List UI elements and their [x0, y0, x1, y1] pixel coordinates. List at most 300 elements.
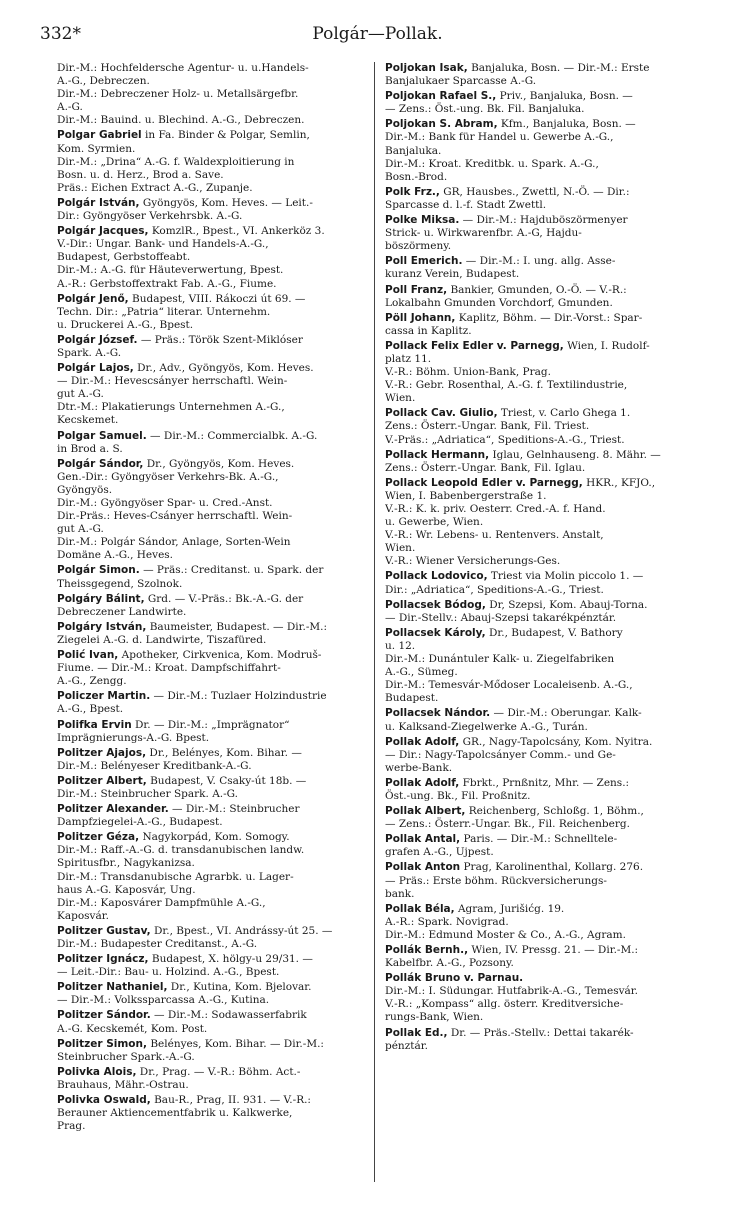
directory-entry: [385, 62, 705, 88]
entry-name: Polgáry Bálint,: [57, 592, 145, 605]
entry-name: Polgáry István,: [57, 620, 147, 633]
entry-line: [385, 339, 705, 353]
entry-line: Dir.-M.: Kroat. Kreditbk. u. Spark. A.-G.,: [385, 157, 599, 170]
entry-line: [57, 620, 377, 634]
entry-line: Öst.-ung. Bk., Fil. Proßnitz.: [385, 789, 531, 802]
entry-text: Bau-R., Prag, II. 931. — V.-R.:: [150, 1094, 311, 1107]
entry-text: Wien, I. Rudolf-: [563, 339, 650, 352]
entry-name: Pollak Albert,: [385, 805, 466, 818]
entry-line: Dir.-M.: Kaposvárer Dampfmühle A.-G.,: [57, 896, 266, 909]
entry-text: Dr., Prag. — V.-R.: Böhm. Act.-: [136, 1065, 301, 1078]
entry-line: [57, 690, 377, 703]
entry-line: — Dir.: Nagy-Tapolcsányer Comm.- und Ge-: [385, 748, 616, 761]
entry-name: Pollák Bruno v. Parnau.: [385, 972, 524, 985]
entry-line: — Dir.-M.: Volkssparcassa A.-G., Kutina.: [57, 994, 270, 1007]
entry-line: [57, 803, 377, 816]
entry-line: werbe-Bank.: [385, 761, 453, 774]
entry-line: Fiume. — Dir.-M.: Kroat. Dampfschiffahrt-: [57, 662, 281, 675]
entry-text: — Präs.: Creditanst. u. Spark. der: [139, 564, 324, 577]
column-divider: [374, 62, 375, 1182]
directory-entry: [57, 334, 377, 360]
entry-line: [385, 407, 705, 420]
entry-line: [385, 861, 705, 874]
entry-line: [57, 981, 377, 994]
directory-entry: [385, 903, 705, 942]
entry-text: Dr., Adv., Gyöngyös, Kom. Heves.: [133, 362, 314, 375]
entry-name: Pollack Lodovico,: [385, 570, 488, 583]
entry-name: Politzer Alexander.: [57, 803, 169, 816]
entry-line: Prag.: [57, 1120, 86, 1133]
entry-line: Dir.-M.: Belényeser Kreditbank-A.-G.: [57, 759, 252, 772]
entry-line: [385, 626, 705, 640]
directory-entry: [57, 1066, 377, 1092]
entry-name: Polgár Jacques,: [57, 225, 149, 238]
entry-line: Debreczener Landwirte.: [57, 605, 187, 618]
entry-line: A.-G., Debreczen.: [57, 75, 150, 88]
directory-entry: [57, 649, 377, 688]
entry-name: Pollacsek Károly,: [385, 626, 486, 639]
entry-name: Polgar Gabriel: [57, 129, 142, 142]
entry-line: Kabelfbr. A.-G., Pozsony.: [385, 957, 514, 970]
entry-line: [385, 476, 705, 490]
entry-line: [57, 1009, 377, 1022]
entry-line: u. Gewerbe, Wien.: [385, 516, 484, 529]
entry-line: — Präs.: Erste böhm. Rückversicherungs-: [385, 874, 607, 887]
entry-text: — Dir.-M.: Tuzlaer Holzindustrie: [150, 690, 327, 703]
directory-entry: [385, 805, 705, 831]
entry-line: Dir.-M.: Steinbrucher Spark. A.-G.: [57, 787, 239, 800]
entry-line: Dir.-M.: Bauind. u. Blechind. A.-G., Debreczen.: [57, 114, 305, 127]
entry-text: — Dir.-M.: Steinbrucher: [168, 803, 300, 816]
directory-entry: [57, 129, 377, 194]
entry-line: u. Kalksand-Ziegelwerke A.-G., Turán.: [385, 720, 588, 733]
entry-line: A.-G. Kecskemét, Kom. Post.: [57, 1022, 208, 1035]
entry-line: [385, 62, 705, 75]
entry-line: [57, 129, 377, 142]
entry-text: Kaplitz, Böhm. — Dir.-Vorst.: Spar-: [455, 311, 643, 324]
directory-entry: [385, 944, 705, 970]
entry-line: Wien.: [385, 392, 416, 405]
entry-name: Politzer Nathaniel,: [57, 981, 168, 994]
directory-entry: [57, 62, 377, 127]
entry-text: Bankier, Gmunden, O.-Ö. — V.-R.:: [447, 283, 627, 296]
directory-entry: [57, 362, 377, 427]
entry-line: Sparcasse d. l.-f. Stadt Zwettl.: [385, 198, 547, 211]
entry-line: Gyöngyös.: [57, 483, 113, 496]
directory-entry: [57, 593, 377, 619]
directory-entry: [385, 449, 705, 475]
entry-name: Polgár Simon.: [57, 564, 140, 577]
directory-entry: [57, 1009, 377, 1035]
entry-text: Grd. — V.-Präs.: Bk.-A.-G. der: [144, 592, 304, 605]
directory-entry: [57, 293, 377, 332]
entry-line: Techn. Dir.: „Patria“ literar. Unternehm.: [57, 305, 271, 318]
entry-line: Gen.-Dir.: Gyöngyöser Verkehrs-Bk. A.-G.,: [57, 470, 279, 483]
entry-name: Pollack Hermann,: [385, 448, 490, 461]
entry-line: Brauhaus, Mähr.-Ostrau.: [57, 1078, 189, 1091]
running-head: Polgár—Pollak.: [312, 24, 443, 44]
entry-line: [385, 214, 705, 227]
directory-entry: [57, 775, 377, 801]
entry-line: [385, 833, 705, 846]
entry-line: A.-G.: [57, 101, 83, 114]
entry-name: Polivka Oswald,: [57, 1094, 151, 1107]
directory-entry: [385, 736, 705, 775]
entry-line: Lokalbahn Gmunden Vorchdorf, Gmunden.: [385, 296, 613, 309]
entry-line: — Zens.: Öst.-ung. Bk. Fil. Banjaluka.: [385, 103, 585, 116]
entry-line: Dir.-M.: Bank für Handel u. Gewerbe A.-G.,: [385, 131, 614, 144]
directory-entry: [385, 972, 705, 1024]
entry-line: bank.: [385, 887, 415, 900]
entry-line: pénztár.: [385, 1039, 428, 1052]
entry-name: Pollak Adolf,: [385, 735, 460, 748]
entry-line: [57, 1065, 377, 1079]
entry-line: gut A.-G.: [57, 388, 104, 401]
entry-text: Dr. — Präs.-Stellv.: Dettai takarék-: [447, 1026, 634, 1039]
entry-text: Prag, Karolinenthal, Kollarg. 276.: [460, 861, 644, 874]
entry-text: Agram, Jurišićg. 19.: [454, 902, 565, 915]
entry-line: Budapest, Gerbstoffeabt.: [57, 251, 191, 264]
entry-line: A.-R.: Gerbstoffextrakt Fab. A.-G., Fiume.: [57, 277, 277, 290]
entry-line: Spiritusfbr., Nagykanizsa.: [57, 857, 195, 870]
entry-name: Polgár Jenő,: [57, 292, 129, 305]
entry-line: Dir.-M.: Debreczener Holz- u. Metallsärgefbr.: [57, 88, 299, 101]
directory-entry: [57, 953, 377, 979]
entry-line: [57, 924, 377, 938]
entry-line: [385, 570, 705, 583]
entry-text: Baumeister, Budapest. — Dir.-M.:: [146, 620, 327, 633]
entry-line: [385, 255, 705, 268]
entry-line: [385, 944, 705, 957]
entry-line: Kecskemet.: [57, 414, 119, 427]
directory-entry: [57, 831, 377, 923]
entry-line: cassa in Kaplitz.: [385, 324, 472, 337]
entry-name: Poljokan Isak,: [385, 62, 468, 74]
entry-text: Dr., Kutina, Kom. Bjelovar.: [167, 981, 312, 994]
entry-name: Pollak Adolf,: [385, 776, 460, 789]
entry-line: [385, 118, 705, 131]
entry-text: Banjaluka, Bosn. — Dir.-M.: Erste: [467, 62, 650, 74]
entry-name: Poll Franz,: [385, 283, 448, 296]
entry-line: Budapest.: [385, 692, 439, 705]
directory-entry: [385, 186, 705, 212]
entry-name: Polgár István,: [57, 196, 140, 209]
directory-entry: [385, 312, 705, 338]
entry-line: Steinbrucher Spark.-A.-G.: [57, 1050, 195, 1063]
entry-name: Polgár Lajos,: [57, 362, 134, 375]
entry-text: Dr., Bpest., VI. Andrássy-út 25. —: [150, 924, 333, 937]
entry-line: V.-Dir.: Ungar. Bank- und Handels-A.-G.,: [57, 238, 269, 251]
entry-name: Poll Emerich.: [385, 255, 463, 268]
entry-line: V.-R.: K. k. priv. Oesterr. Cred.-A. f. Hand.: [385, 503, 606, 515]
page-number: 332*: [40, 24, 81, 44]
entry-line: [385, 972, 705, 985]
entry-text: Apotheker, Cirkvenica, Kom. Modruš-: [118, 649, 322, 662]
entry-line: [57, 362, 377, 375]
entry-line: A.-G., Zengg.: [57, 675, 127, 688]
entry-line: Banjaluka.: [385, 144, 442, 157]
directory-entry: [385, 214, 705, 253]
entry-name: Politzer Sándor.: [57, 1009, 151, 1022]
entry-line: — Dir.-Stellv.: Abauj-Szepsi takarékpénztár.: [385, 611, 617, 624]
directory-entry: [385, 627, 705, 706]
entry-line: V.-Präs.: „Adriatica“, Speditions-A.-G., Triest.: [385, 433, 625, 446]
entry-text: Reichenberg, Schloßg. 1, Böhm.,: [465, 805, 644, 818]
entry-line: [57, 831, 377, 844]
entry-line: [57, 746, 377, 760]
entry-name: Pollák Bernh.,: [385, 944, 469, 956]
entry-text: Fbrkt., Prnßnitz, Mhr. — Zens.:: [459, 776, 630, 789]
entry-line: [385, 283, 705, 297]
page-header: [40, 24, 715, 52]
entry-line: [385, 448, 705, 462]
entry-line: Dir.-M.: Temesvár-Mődoser Localeisenb. A.-G.,: [385, 679, 633, 692]
entry-name: Pollacsek Bódog,: [385, 598, 486, 611]
entry-line: haus A.-G. Kaposvár, Ung.: [57, 883, 196, 896]
entry-name: Poljokan S. Abram,: [385, 118, 498, 131]
entry-line: u. Druckerei A.-G., Bpest.: [57, 318, 194, 331]
entry-text: Budapest, VIII. Rákoczi út 69. —: [128, 292, 306, 305]
entry-line: Banjalukaer Sparcasse A.-G.: [385, 75, 537, 88]
entry-line: Zens.: Österr.-Ungar. Bank, Fil. Iglau.: [385, 461, 586, 474]
entry-line: [57, 196, 377, 210]
entry-line: [57, 457, 377, 471]
entry-line: Imprägnierungs-A.-G. Bpest.: [57, 731, 210, 744]
entry-name: Policzer Martin.: [57, 690, 151, 703]
entry-line: A.-G., Bpest.: [57, 703, 124, 716]
entry-line: Dir.-M.: Polgár Sándor, Anlage, Sorten-Wein: [57, 536, 291, 549]
directory-entry: [57, 1038, 377, 1064]
directory-entry: [385, 777, 705, 803]
directory-entry: [57, 458, 377, 563]
entry-line: [385, 311, 705, 325]
left-column: [57, 62, 377, 1202]
entry-line: V.-R.: Wr. Lebens- u. Rentenvers. Anstalt,: [385, 529, 604, 542]
entry-line: [385, 1026, 705, 1040]
entry-text: Triest via Molin piccolo 1. —: [487, 570, 644, 583]
entry-line: V.-R.: „Kompass“ allg. österr. Kreditversiche-: [385, 998, 624, 1011]
entry-line: Wien.: [385, 542, 416, 555]
entry-line: A.-G., Sümeg.: [385, 666, 458, 679]
entry-line: V.-R.: Gebr. Rosenthal, A.-G. f. Textilindustrie,: [385, 379, 628, 392]
entry-text: Triest, v. Carlo Ghega 1.: [497, 407, 631, 420]
entry-line: Kom. Syrmien.: [57, 142, 136, 155]
entry-name: Pöll Johann,: [385, 311, 456, 324]
entry-line: Theissgegend, Szolnok.: [57, 577, 183, 590]
entry-text: GR., Nagy-Tapolcsány, Kom. Nyitra.: [459, 735, 653, 748]
entry-name: Polifka Ervin: [57, 718, 132, 731]
entry-text: in Fa. Binder & Polgar, Semlin,: [141, 129, 310, 142]
entry-line: Strick- u. Wirkwarenfbr. A.-G, Hajdu-: [385, 227, 582, 240]
directory-entry: [385, 1027, 705, 1053]
entry-name: Politzer Simon,: [57, 1037, 147, 1050]
entry-text: — Dir.-M.: I. ung. allg. Asse-: [462, 255, 616, 268]
entry-line: [57, 953, 377, 966]
entry-text: Dr., Budapest, V. Bathory: [485, 626, 623, 639]
entry-line: Dir.-M.: Dunántuler Kalk- u. Ziegelfabriken: [385, 653, 615, 666]
entry-name: Polić Ivan,: [57, 649, 119, 662]
entry-line: Präs.: Eichen Extract A.-G., Zupanje.: [57, 181, 253, 194]
entry-name: Politzer Ajajos,: [57, 746, 147, 759]
directory-entry: [57, 981, 377, 1007]
directory-entry: [57, 621, 377, 647]
entry-line: rungs-Bank, Wien.: [385, 1011, 484, 1024]
directory-entry: [385, 599, 705, 625]
entry-line: — Leit.-Dir.: Bau- u. Holzind. A.-G., Bpest.: [57, 966, 280, 979]
directory-entry: [385, 861, 705, 900]
entry-name: Pollak Béla,: [385, 902, 455, 915]
directory-entry: [385, 118, 705, 183]
entry-text: Iglau, Gelnhauseng. 8. Mähr. —: [489, 448, 661, 461]
directory-entry: [385, 707, 705, 733]
entry-line: [57, 292, 377, 306]
entry-line: Dir.-M.: Edmund Moster & Co., A.-G., Agram.: [385, 928, 626, 941]
entry-line: Dir.-Präs.: Heves-Csányer herrschaftl. Wein-: [57, 510, 293, 523]
entry-line: [57, 718, 377, 732]
entry-text: Dr., Gyöngyös, Kom. Heves.: [143, 457, 295, 470]
entry-text: — Dir.-M.: Commercialbk. A.-G.: [146, 429, 318, 442]
directory-entry: [385, 570, 705, 596]
entry-line: in Brod a. S.: [57, 442, 123, 455]
entry-text: GR, Hausbes., Zwettl, N.-Ö. — Dir.:: [439, 185, 630, 198]
entry-text: Budapest, V. Csaky-út 18b. —: [146, 774, 307, 787]
entry-line: Zens.: Österr.-Ungar. Bank, Fil. Triest.: [385, 420, 590, 433]
entry-name: Politzer Gustav,: [57, 924, 151, 937]
entry-line: böszörmeny.: [385, 240, 452, 253]
entry-line: Dampfziegelei-A.-G., Budapest.: [57, 816, 223, 829]
directory-entry: [385, 833, 705, 859]
directory-entry: [385, 284, 705, 310]
entry-line: [57, 225, 377, 238]
entry-line: [385, 735, 705, 749]
entry-text: HKR., KFJO.,: [582, 476, 656, 489]
entry-line: Dtr.-M.: Plakatierungs Unternehmen A.-G.,: [57, 401, 285, 414]
entry-text: — Präs.: Török Szent-Miklóser: [137, 333, 303, 346]
entry-line: [57, 1094, 377, 1107]
directory-entry: [57, 564, 377, 590]
entry-name: Polivka Alois,: [57, 1065, 137, 1078]
entry-line: [57, 1037, 377, 1051]
entry-line: Wien, I. Babenbergerstraße 1.: [385, 489, 547, 502]
entry-line: Ziegelei A.-G. d. Landwirte, Tiszafüred.: [57, 633, 267, 646]
entry-line: Berauner Aktiencementfabrik u. Kalkwerke,: [57, 1107, 293, 1120]
directory-entry: [57, 225, 377, 290]
entry-line: [385, 185, 705, 199]
entry-line: u. 12.: [385, 639, 416, 652]
entry-name: Pollacsek Nándor.: [385, 707, 491, 720]
entry-text: Belényes, Kom. Bihar. — Dir.-M.:: [146, 1037, 324, 1050]
entry-name: Pollak Anton: [385, 861, 461, 874]
entry-line: Dir.: Gyöngyöser Verkehrsbk. A.-G.: [57, 210, 243, 223]
directory-entry: [385, 90, 705, 116]
directory-entry: [57, 925, 377, 951]
entry-text: Gyöngyös, Kom. Heves. — Leit.-: [139, 196, 313, 209]
directory-entry: [385, 255, 705, 281]
entry-line: Bosn.-Brod.: [385, 170, 448, 183]
entry-line: [385, 776, 705, 790]
entry-name: Politzer Albert,: [57, 774, 147, 787]
entry-text: Wien, IV. Pressg. 21. — Dir.-M.:: [468, 944, 639, 956]
entry-text: — Dir.-M.: Sodawasserfabrik: [150, 1009, 307, 1022]
entry-name: Pollak Antal,: [385, 833, 461, 846]
entry-text: — Dir.-M.: Oberungar. Kalk-: [490, 707, 642, 720]
entry-line: V.-R.: Wiener Versicherungs-Ges.: [385, 555, 561, 568]
entry-line: Kaposvár.: [57, 909, 109, 922]
directory-entry: [385, 477, 705, 569]
entry-line: Dir.-M.: Raff.-A.-G. d. transdanubischen landw.: [57, 844, 305, 857]
entry-name: Politzer Géza,: [57, 831, 140, 844]
entry-text: Dr., Belényes, Kom. Bihar. —: [146, 746, 302, 759]
entry-text: Nagykorpád, Kom. Somogy.: [139, 831, 290, 844]
entry-line: [57, 429, 377, 443]
entry-line: platz 11.: [385, 352, 432, 365]
directory-entry: [385, 407, 705, 446]
entry-line: [385, 598, 705, 612]
entry-line: Bosn. u. d. Herz., Brod a. Save.: [57, 168, 224, 181]
entry-name: Polgár Sándor,: [57, 457, 144, 470]
entry-text: KomzlR., Bpest., VI. Ankerköz 3.: [148, 225, 325, 238]
entry-name: Polk Frz.,: [385, 185, 440, 198]
entry-line: [385, 902, 705, 916]
entry-line: — Zens.: Österr.-Ungar. Bk., Fil. Reichenberg.: [385, 818, 630, 831]
entry-line: [385, 805, 705, 818]
entry-line: gut A.-G.: [57, 523, 104, 536]
entry-name: Pollack Cav. Giulio,: [385, 407, 498, 420]
entry-name: Poljokan Rafael S.,: [385, 90, 497, 103]
entry-line: Dir.-M.: Hochfeldersche Agentur- u. u.Handels-: [57, 62, 309, 74]
entry-name: Pollak Ed.,: [385, 1026, 448, 1039]
entry-line: Dir.-M.: „Drina“ A.-G. f. Waldexploitierung in: [57, 155, 295, 168]
entry-line: [385, 707, 705, 720]
entry-text: — Dir.-M.: Hajduböszörmenyer: [459, 214, 628, 227]
directory-entry: [57, 1094, 377, 1133]
entry-line: grafen A.-G., Ujpest.: [385, 846, 494, 859]
entry-line: Spark. A.-G.: [57, 346, 122, 359]
entry-line: A.-R.: Spark. Novigrad.: [385, 915, 509, 928]
entry-name: Politzer Ignácz,: [57, 953, 149, 966]
entry-line: V.-R.: Böhm. Union-Bank, Prag.: [385, 366, 551, 379]
right-column: [385, 62, 705, 1202]
entry-name: Pollack Leopold Edler v. Parnegg,: [385, 476, 583, 489]
entry-text: Dr, Szepsi, Kom. Abauj-Torna.: [485, 598, 648, 611]
entry-line: Dir.: „Adriatica“, Speditions-A.-G., Triest.: [385, 583, 604, 596]
entry-line: Dir.-M.: Transdanubische Agrarbk. u. Lager-: [57, 870, 294, 883]
entry-line: Dir.-M.: Budapester Creditanst., A.-G.: [57, 938, 258, 950]
entry-text: Budapest, X. hölgy-u 29/31. —: [148, 953, 313, 966]
directory-entry: [57, 719, 377, 745]
directory-entry: [57, 197, 377, 223]
entry-line: [57, 592, 377, 606]
entry-line: [385, 90, 705, 103]
entry-line: kuranz Verein, Budapest.: [385, 268, 520, 281]
entry-line: [57, 333, 377, 347]
entry-text: Dr. — Dir.-M.: „Imprägnator“: [131, 718, 290, 731]
entry-line: [57, 564, 377, 577]
entry-text: Priv., Banjaluka, Bosn. —: [496, 90, 633, 103]
entry-line: Dir.-M.: A.-G. für Häuteverwertung, Bpest.: [57, 264, 284, 277]
directory-entry: [57, 690, 377, 716]
entry-line: [57, 774, 377, 788]
entry-line: Domäne A.-G., Heves.: [57, 549, 174, 562]
entry-line: — Dir.-M.: Hevescsányer herrschaftl. Wein-: [57, 375, 288, 388]
entry-line: Dir.-M.: I. Südungar. Hutfabrik-A.-G., Temesvár.: [385, 985, 638, 998]
entry-text: Paris. — Dir.-M.: Schnelltele-: [460, 833, 618, 846]
directory-entry: [385, 340, 705, 405]
entry-name: Polgar Samuel.: [57, 429, 147, 442]
directory-entry: [57, 803, 377, 829]
entry-name: Pollack Felix Edler v. Parnegg,: [385, 339, 564, 352]
entry-name: Polke Miksa.: [385, 214, 460, 227]
